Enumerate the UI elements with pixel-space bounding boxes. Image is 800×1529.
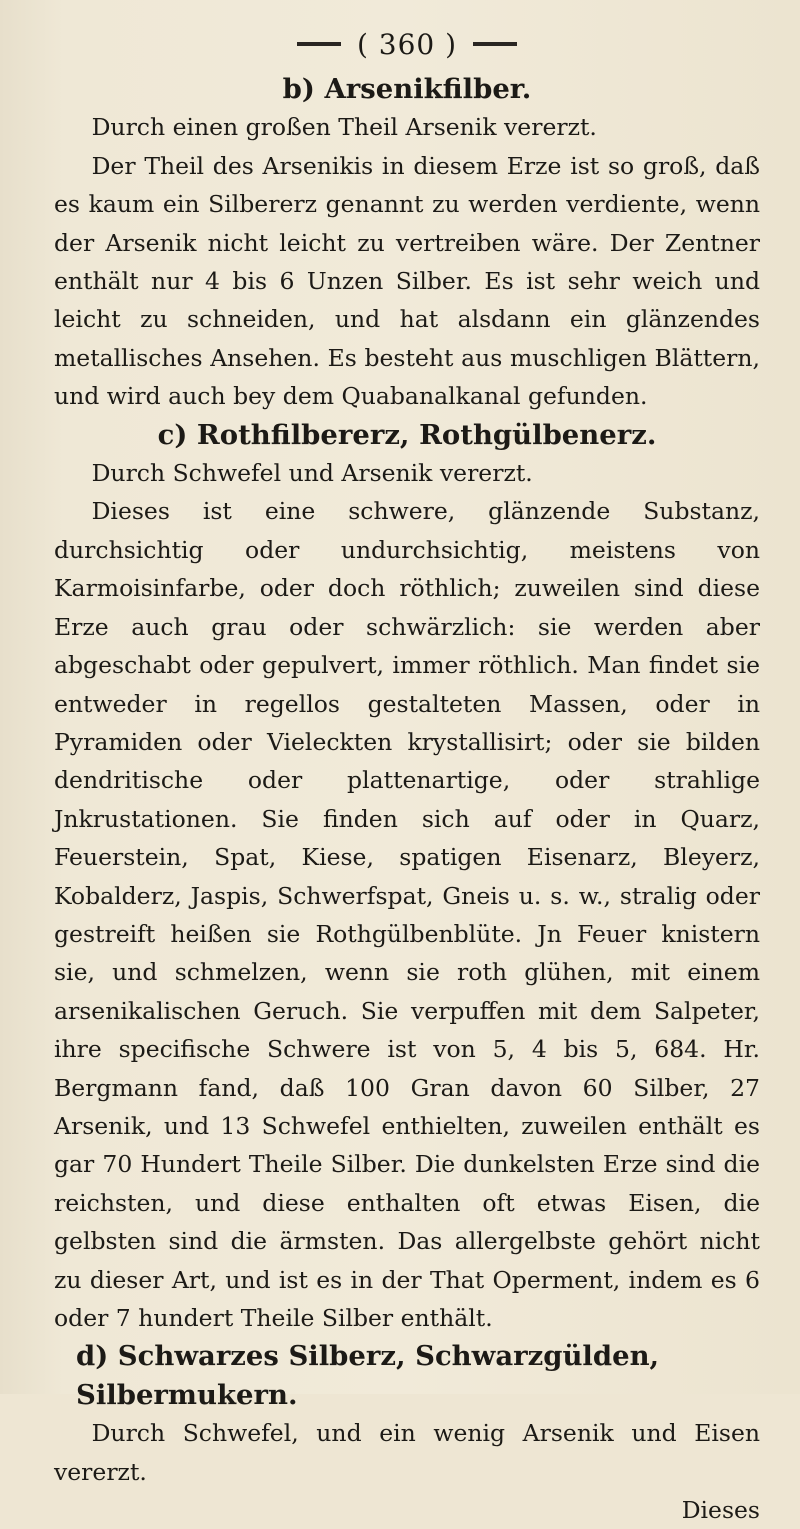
- header-rule-right: [473, 42, 517, 46]
- catchword: Dieses: [681, 1496, 760, 1525]
- section-heading-d: d) Schwarzes Silberz, Schwarzgülden, Silbermukern.: [76, 1340, 660, 1411]
- paragraph: Dieses ist eine schwere, glänzende Substanz, durchsichtig oder undurchsichtig, meistens von Karmoisinfarbe, oder doch röthlich; zuweilen sind diese Erze auch grau oder schwärzlich: sie werden aber abgeschabt oder gepulvert, immer röthlich. Man findet sie entweder in regellos gestalteten Massen, oder in Pyramiden oder Vieleckten krystallisirt; oder sie bilden dendritische oder plattenartige, oder strahlige Jnkrustationen. Sie finden sich auf oder in Quarz, Feuerstein, Spat, Kiese, spatigen Eisenarz, Bleyerz, Kobalderz, Jaspis, Schwerfspat, Gneis u. s. w., stralig oder gestreift heißen sie Rothgülbenblüte. Jn Feuer knistern sie, und schmelzen, wenn sie roth glühen, mit einem arsenikalischen Geruch. Sie verpuffen mit dem Salpeter, ihre specifische Schwere ist von 5, 4 bis 5, 684. Hr. Bergmann fand, daß 100 Gran davon 60 Silber, 27 Arsenik, und 13 Schwefel enthielten, zuweilen enthält es gar 70 Hundert Theile Silber. Die dunkelsten Erze sind die reichsten, und diese enthalten oft etwas Eisen, die gelbsten sind die ärmsten. Das allergelbste gehört nicht zu dieser Art, und ist es in der That Operment, indem es 6 oder 7 hundert Theile Silber enthält.: [54, 497, 760, 1332]
- paragraph: Durch Schwefel, und ein wenig Arsenik und Eisen vererzt.: [54, 1419, 760, 1486]
- header-rule-left: [297, 42, 341, 46]
- paragraph: Der Theil des Arsenikis in diesem Erze ist so groß, daß es kaum ein Silbererz genannt zu werden verdiente, wenn der Arsenik nicht leicht zu vertreiben wäre. Der Zentner enthält nur 4 bis 6 Unzen Silber. Es ist sehr weich und leicht zu schneiden, und hat alsdann ein glänzendes metallisches Ansehen. Es besteht aus muschligen Blättern, und wird auch bey dem Quabanalkanal gefunden.: [54, 151, 760, 411]
- page-number: ( 360 ): [356, 27, 458, 61]
- page-header: [54, 22, 760, 66]
- section-heading-b: b) Arsenikfilber.: [282, 73, 532, 105]
- paragraph: Durch einen großen Theil Arsenik vererzt.: [91, 113, 597, 142]
- body-text: [54, 70, 760, 1491]
- section-heading-c: c) Rothfilbererz, Rothgülbenerz.: [157, 418, 657, 451]
- paragraph: Durch Schwefel und Arsenik vererzt.: [91, 459, 533, 488]
